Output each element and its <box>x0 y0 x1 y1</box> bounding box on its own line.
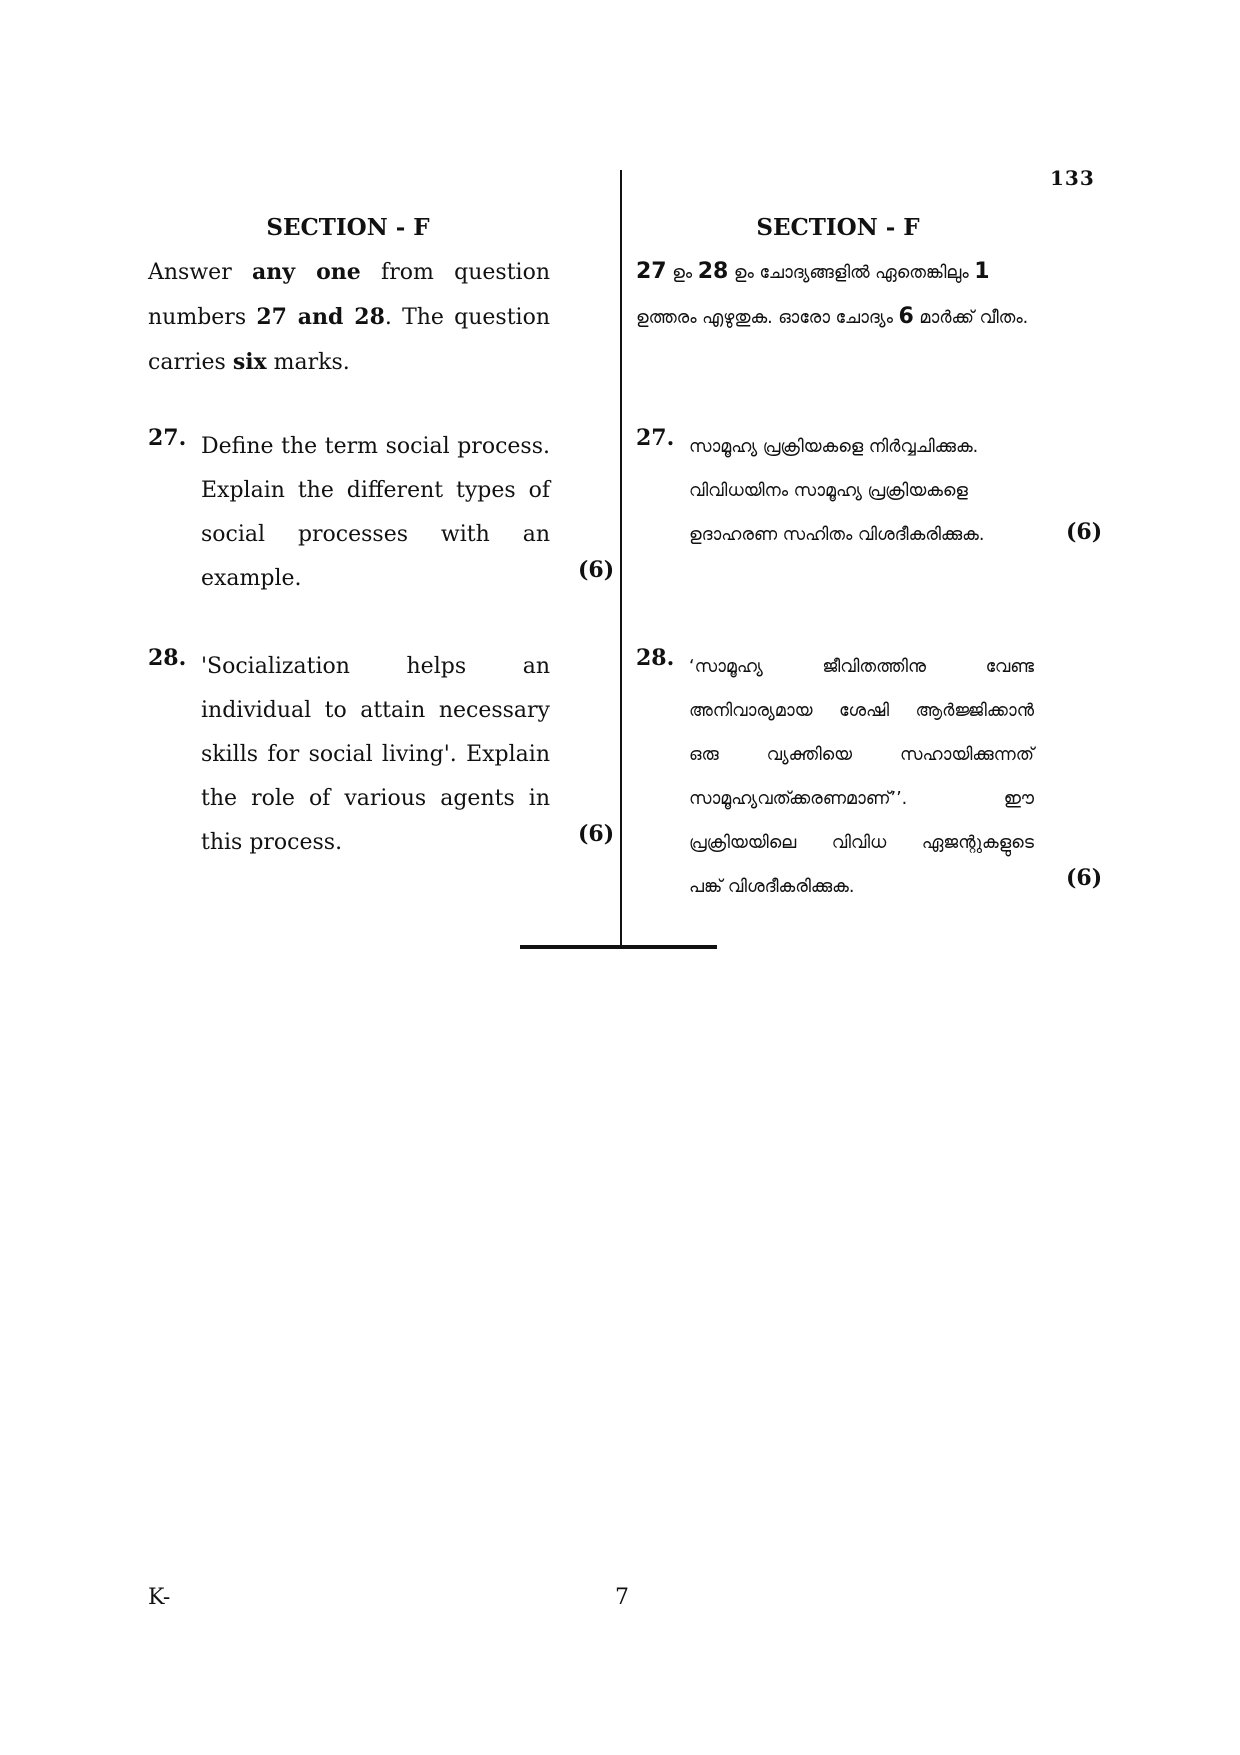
instruction-english: Answer any one from question numbers 27 and 28. The question carries six marks. <box>148 259 551 375</box>
question-27-text-malayalam: സാമൂഹ്യ പ്രക്രിയകളെ നിർവ്വചിക്കുക. വിവിധയിനം സാമൂഹ്യ പ്രക്രിയകളെ ഉദാഹരണ സഹിതം വിശദീകരിക്കുക. <box>689 437 985 545</box>
question-27-marks-malayalam: (6) <box>1066 519 1103 545</box>
question-28-number-english: 28. <box>148 645 187 671</box>
question-28-marks-english: (6) <box>578 821 615 847</box>
question-28-marks-malayalam: (6) <box>1066 865 1103 891</box>
page-number: 7 <box>615 1585 629 1610</box>
question-27-marks-english: (6) <box>578 557 615 583</box>
page-code: 133 <box>1050 166 1095 190</box>
section-title-malayalam: SECTION - F <box>756 214 920 241</box>
question-27-text-english: Define the term social process. Explain the different types of social processes with an example. <box>201 434 550 591</box>
footer-code: K- <box>148 1585 171 1610</box>
question-28-text-malayalam: ‘സാമൂഹ്യ ജീവിതത്തിനു വേണ്ട അനിവാര്യമായ ശേഷി ആർജ്ജിക്കാൻ ഒരു വ്യക്തിയെ സഹായിക്കുന്നത് സാമൂഹ്യവത്ക്കരണമാണ്’’. ഈ പ്രക്രിയയിലെ വിവിധ ഏജന്റുകളുടെ പങ്ക് വിശദീകരിക്കുക. <box>689 657 1034 897</box>
question-27-number-english: 27. <box>148 425 187 451</box>
instruction-malayalam: 27 ഉം 28 ഉം ചോദ്യങ്ങളിൽ ഏതെങ്കിലും 1 ഉത്തരം എഴുതുക. ഓരോ ചോദ്യം 6 മാർക്ക് വീതം. <box>636 259 1029 329</box>
section-title-english: SECTION - F <box>266 214 430 241</box>
column-divider <box>620 170 622 946</box>
question-28-number-malayalam: 28. <box>636 645 675 671</box>
question-28-text-english: 'Socialization helps an individual to attain necessary skills for social living'. Explain the role of various agents in this process. <box>201 654 550 855</box>
question-27-number-malayalam: 27. <box>636 425 675 451</box>
end-rule <box>520 945 717 949</box>
